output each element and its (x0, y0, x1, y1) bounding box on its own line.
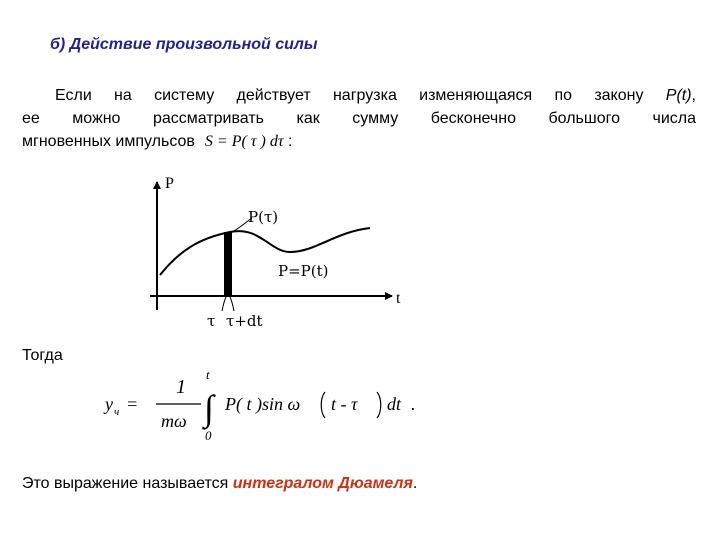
formula-equals: = (126, 394, 139, 414)
section-heading: б) Действие произвольной силы (50, 36, 318, 53)
line1-comma: , (691, 87, 696, 104)
formula-differential: dt (387, 394, 402, 414)
formula-argument: t - τ (331, 394, 358, 414)
load-curve (160, 228, 370, 275)
load-graph (140, 170, 410, 340)
y-axis-label: P (165, 175, 174, 192)
impulse-strip (224, 232, 232, 296)
lower-limit: 0 (205, 428, 212, 443)
load-law: P(t) (665, 87, 692, 104)
then-label: Тогда (22, 347, 63, 364)
line3-colon: : (288, 133, 293, 150)
tau-tick-left (222, 297, 226, 311)
formula-integrand: P( t )sin ω (225, 394, 301, 414)
paragraph-line-3 (22, 130, 696, 153)
curve-label: P(τ) (248, 208, 279, 226)
line1-text: Если на систему действует нагрузка изменяющаяся по закону (55, 87, 666, 104)
upper-limit: t (206, 367, 210, 382)
paragraph-line-2: ее можно рассматривать как сумму бесконечно большого числа (22, 110, 696, 127)
tau-dt-label: τ+dt (226, 312, 263, 330)
tau-tick-right (230, 297, 234, 311)
formula-period: . (411, 394, 416, 414)
impulse-formula: S = P( τ ) dτ (204, 133, 284, 150)
tau-label: τ (207, 312, 216, 330)
duhamel-integral-term: интегралом Дюамеля (232, 475, 413, 492)
formula-denominator: mω (161, 411, 187, 431)
paragraph-line-1 (22, 84, 696, 107)
intro-paragraph (22, 84, 696, 153)
paren-left (321, 392, 325, 418)
closing-text: Это выражение называется (22, 475, 233, 492)
integral-sign: ∫ (204, 388, 214, 428)
formula-numerator: 1 (176, 376, 186, 398)
duhamel-formula (100, 360, 460, 450)
formula-lhs-subscript: ч (114, 406, 120, 418)
x-axis-label: t (396, 290, 401, 307)
load-label: P=P(t) (278, 262, 329, 280)
closing-period: . (412, 475, 418, 492)
line3-text: мгновенных импульсов (22, 133, 195, 150)
closing-sentence (22, 475, 417, 493)
paren-right (377, 392, 381, 418)
formula-lhs: y (105, 394, 113, 414)
